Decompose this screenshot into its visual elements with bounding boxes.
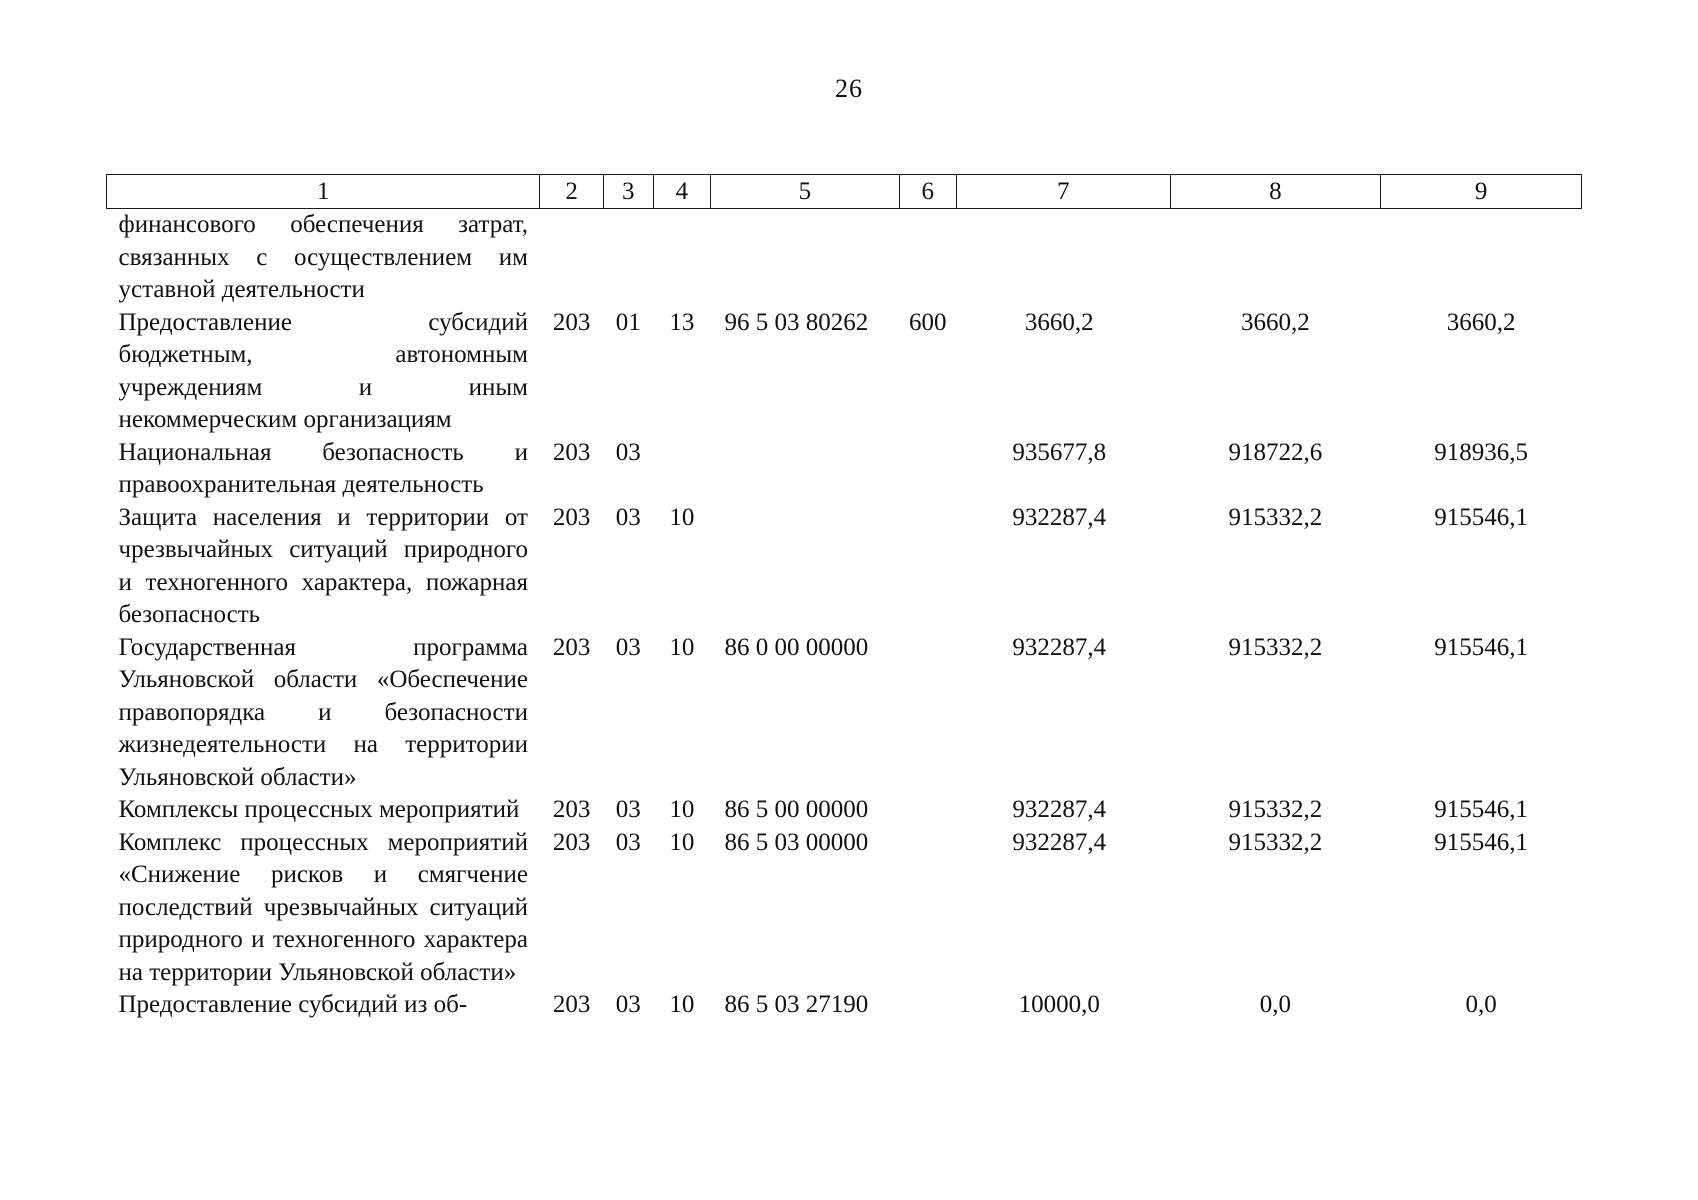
row-col-8 (1170, 209, 1381, 307)
row-col-2: 203 (552, 796, 591, 823)
row-col-6 (899, 502, 956, 632)
row-col-8: 918722,6 (1228, 438, 1323, 466)
table-row (107, 437, 1582, 502)
row-col-7: 3660,2 (1024, 308, 1094, 336)
header-col-5: 5 (711, 175, 900, 209)
row-col-4 (653, 209, 710, 307)
header-col-6: 6 (899, 175, 956, 209)
row-col-3: 03 (615, 438, 641, 466)
row-col-3: 03 (615, 633, 641, 661)
row-col-3: 03 (615, 828, 641, 856)
row-col-3: 03 (615, 796, 641, 823)
row-col-5: 96 5 03 80262 (724, 308, 869, 336)
table-row (107, 307, 1582, 437)
header-col-9: 9 (1381, 175, 1582, 209)
row-col-6 (899, 209, 956, 307)
budget-table (106, 174, 1582, 1022)
row-col-8: 3660,2 (1241, 308, 1310, 336)
row-col-9: 3660,2 (1446, 308, 1516, 336)
row-name: Государственная программа Ульяновской области «Обеспечение правопорядка и безопасности жизнедеятельности на территории Ульяновской области» (118, 633, 528, 791)
row-col-7: 932287,4 (1012, 796, 1107, 823)
row-name: Предоставление субсидий из об- (118, 991, 468, 1018)
row-col-6 (899, 437, 956, 502)
page-number: 26 (835, 74, 863, 103)
row-col-3: 01 (615, 308, 641, 336)
row-col-9: 915546,1 (1434, 503, 1528, 531)
row-col-4: 10 (669, 796, 695, 823)
row-col-8: 915332,2 (1228, 796, 1323, 823)
row-col-7: 935677,8 (1012, 438, 1107, 466)
row-col-5: 86 5 03 00000 (724, 828, 869, 856)
header-col-2: 2 (540, 175, 603, 209)
row-col-4 (653, 437, 710, 502)
row-col-3: 03 (615, 503, 641, 531)
row-name: финансового обеспечения затрат, связанных с осуществлением им уставной деятельности (118, 211, 528, 303)
row-col-5: 86 0 00 00000 (724, 633, 869, 661)
header-row (107, 175, 1582, 209)
row-col-5 (711, 437, 900, 502)
row-col-5: 86 5 03 27190 (724, 991, 869, 1018)
row-col-8: 915332,2 (1228, 828, 1323, 856)
table-row (107, 794, 1582, 827)
row-col-4: 10 (669, 633, 695, 661)
row-name: Предоставление субсидий бюджетным, автономным учреждениям и иным некоммерческим организациям (118, 308, 528, 433)
table-row (107, 632, 1582, 795)
row-col-2: 203 (552, 828, 591, 856)
row-col-7: 932287,4 (1012, 828, 1107, 856)
row-col-6: 600 (908, 308, 947, 336)
row-col-3 (603, 209, 653, 307)
header-col-7: 7 (956, 175, 1170, 209)
table-row (107, 827, 1582, 990)
row-name: Защита населения и территории от чрезвычайных ситуаций природного и техногенного характера, пожарная безопасность (118, 503, 528, 628)
row-col-7: 932287,4 (1012, 633, 1107, 661)
table-row (107, 209, 1582, 307)
row-col-2: 203 (552, 633, 591, 661)
row-name: Комплекс процессных мероприятий «Снижение рисков и смягчение последствий чрезвычайных ситуаций природного и техногенного характера на территории Ульяновской области» (118, 828, 528, 986)
row-col-7 (956, 209, 1170, 307)
header-col-1: 1 (107, 175, 540, 209)
row-col-2: 203 (552, 991, 591, 1018)
row-col-9: 915546,1 (1434, 633, 1528, 661)
row-name: Комплексы процессных мероприятий (118, 796, 520, 823)
row-col-6 (899, 632, 956, 795)
row-col-9 (1381, 209, 1582, 307)
row-name: Национальная безопасность и правоохранительная деятельность (118, 438, 528, 498)
header-col-3: 3 (603, 175, 653, 209)
header-col-4: 4 (653, 175, 710, 209)
row-col-4: 10 (669, 991, 695, 1018)
header-col-8: 8 (1170, 175, 1381, 209)
table-row (107, 502, 1582, 632)
row-col-2: 203 (552, 308, 591, 336)
row-col-5 (711, 502, 900, 632)
row-col-2 (540, 209, 603, 307)
row-col-5 (711, 209, 900, 307)
row-col-5: 86 5 00 00000 (724, 796, 869, 823)
row-col-4: 13 (669, 308, 695, 336)
row-col-4: 10 (669, 828, 695, 856)
row-col-8: 915332,2 (1228, 503, 1323, 531)
row-col-2: 203 (552, 438, 591, 466)
row-col-9: 0,0 (1465, 991, 1497, 1018)
row-col-8: 915332,2 (1228, 633, 1323, 661)
row-col-6 (899, 989, 956, 1022)
row-col-9: 915546,1 (1434, 828, 1528, 856)
row-col-9: 915546,1 (1434, 796, 1528, 823)
row-col-6 (899, 794, 956, 827)
row-col-9: 918936,5 (1434, 438, 1528, 466)
row-col-4: 10 (669, 503, 695, 531)
row-col-7: 932287,4 (1012, 503, 1107, 531)
table-row (107, 989, 1582, 1022)
row-col-3: 03 (615, 991, 641, 1018)
row-col-6 (899, 827, 956, 990)
row-col-2: 203 (552, 503, 591, 531)
row-col-7: 10000,0 (1018, 991, 1100, 1018)
row-col-8: 0,0 (1259, 991, 1292, 1018)
